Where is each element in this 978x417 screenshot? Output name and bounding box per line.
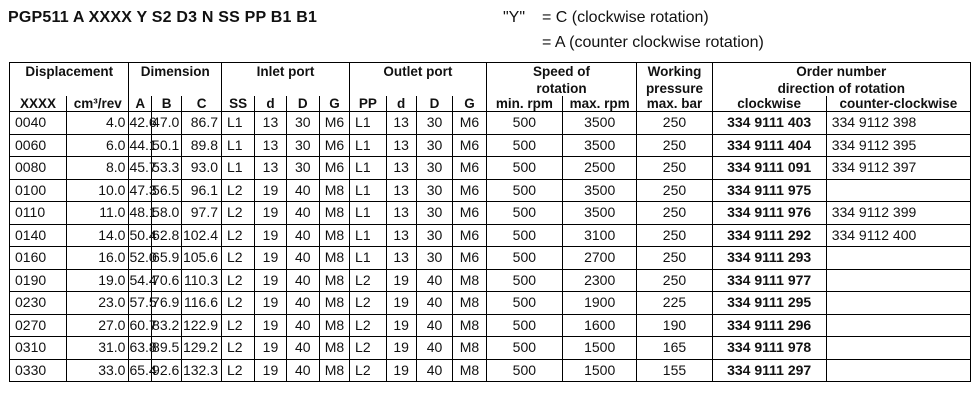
group-pressure-line1: Working [637, 63, 712, 82]
cell-max-rpm: 3500 [563, 179, 637, 202]
cell-inlet-ss: L2 [222, 247, 255, 270]
cell-dim-c: 129.2 [182, 337, 222, 360]
cell-inlet-ss: L2 [222, 359, 255, 382]
cell-displacement: 6.0 [67, 134, 129, 157]
cell-order-counter-clockwise [826, 314, 970, 337]
cell-inlet-D: 40 [286, 179, 319, 202]
cell-max-rpm: 2700 [563, 247, 637, 270]
cell-outlet-D: 30 [416, 247, 453, 270]
column-header-row [10, 96, 971, 112]
cell-order-clockwise: 334 9111 297 [712, 359, 826, 382]
cell-inlet-ss: L1 [222, 112, 255, 135]
cell-outlet-D: 30 [416, 202, 453, 225]
col-b: B [152, 96, 182, 112]
group-dimension: Dimension [129, 63, 222, 82]
cell-max-bar: 250 [637, 224, 712, 247]
cell-inlet-D: 30 [286, 112, 319, 135]
cell-order-counter-clockwise [826, 292, 970, 315]
cell-max-rpm: 3500 [563, 202, 637, 225]
cell-dim-b: 47.0 [152, 112, 182, 135]
cell-outlet-pp: L1 [350, 179, 387, 202]
cell-order-counter-clockwise [826, 269, 970, 292]
cell-max-rpm: 1500 [563, 359, 637, 382]
cell-inlet-d: 19 [255, 269, 286, 292]
cell-outlet-D: 40 [416, 314, 453, 337]
col-outlet-D: D [416, 96, 453, 112]
table-row [10, 179, 971, 202]
cell-outlet-pp: L2 [350, 359, 387, 382]
cell-outlet-g: M8 [453, 269, 486, 292]
cell-inlet-g: M8 [319, 337, 349, 360]
cell-outlet-pp: L1 [350, 224, 387, 247]
cell-inlet-d: 19 [255, 337, 286, 360]
type-code-title: PGP511 A XXXX Y S2 D3 N SS PP B1 B1 [8, 9, 318, 26]
cell-min-rpm: 500 [486, 337, 562, 360]
cell-code: 0060 [10, 134, 67, 157]
cell-displacement: 31.0 [67, 337, 129, 360]
cell-max-bar: 155 [637, 359, 712, 382]
cell-min-rpm: 500 [486, 314, 562, 337]
cell-order-counter-clockwise [826, 337, 970, 360]
col-cm3-rev: cm³/rev [67, 96, 129, 112]
cell-order-counter-clockwise: 334 9112 398 [826, 112, 970, 135]
cell-max-bar: 250 [637, 112, 712, 135]
cell-order-counter-clockwise: 334 9112 399 [826, 202, 970, 225]
cell-dim-c: 93.0 [182, 157, 222, 180]
cell-inlet-D: 40 [286, 337, 319, 360]
cell-outlet-g: M8 [453, 292, 486, 315]
cell-outlet-g: M6 [453, 134, 486, 157]
cell-inlet-D: 30 [286, 134, 319, 157]
cell-code: 0270 [10, 314, 67, 337]
cell-dim-b: 89.5 [152, 337, 182, 360]
cell-order-clockwise: 334 9111 978 [712, 337, 826, 360]
cell-displacement: 10.0 [67, 179, 129, 202]
cell-displacement: 16.0 [67, 247, 129, 270]
cell-displacement: 14.0 [67, 224, 129, 247]
table-row [10, 224, 971, 247]
cell-dim-a: 48.1 [129, 202, 152, 225]
cell-outlet-d: 19 [386, 269, 416, 292]
cell-outlet-d: 19 [386, 359, 416, 382]
group-order-line2: direction of rotation [712, 81, 970, 96]
table-row [10, 359, 971, 382]
cell-order-clockwise: 334 9111 295 [712, 292, 826, 315]
spec-table-body [10, 112, 971, 382]
cell-order-counter-clockwise: 334 9112 400 [826, 224, 970, 247]
cell-dim-c: 97.7 [182, 202, 222, 225]
group-displacement: Displacement [10, 63, 129, 82]
cell-max-rpm: 3500 [563, 134, 637, 157]
cell-inlet-d: 13 [255, 134, 286, 157]
cell-dim-c: 110.3 [182, 269, 222, 292]
cell-inlet-D: 40 [286, 359, 319, 382]
cell-outlet-D: 30 [416, 134, 453, 157]
cell-dim-b: 56.5 [152, 179, 182, 202]
cell-order-clockwise: 334 9111 977 [712, 269, 826, 292]
cell-dim-a: 45.7 [129, 157, 152, 180]
cell-inlet-d: 13 [255, 157, 286, 180]
cell-min-rpm: 500 [486, 202, 562, 225]
cell-inlet-g: M6 [319, 157, 349, 180]
cell-outlet-g: M6 [453, 202, 486, 225]
cell-max-bar: 250 [637, 179, 712, 202]
cell-outlet-g: M6 [453, 224, 486, 247]
cell-inlet-d: 19 [255, 179, 286, 202]
cell-dim-a: 44.1 [129, 134, 152, 157]
cell-dim-c: 89.8 [182, 134, 222, 157]
cell-max-bar: 165 [637, 337, 712, 360]
col-pp: PP [350, 96, 387, 112]
cell-inlet-D: 40 [286, 269, 319, 292]
cell-max-bar: 250 [637, 157, 712, 180]
cell-max-rpm: 2500 [563, 157, 637, 180]
table-row [10, 112, 971, 135]
y-code-label: "Y" [503, 9, 526, 26]
table-row [10, 337, 971, 360]
cell-inlet-D: 40 [286, 292, 319, 315]
cell-outlet-D: 40 [416, 292, 453, 315]
group-header-row [10, 63, 971, 82]
cell-inlet-g: M8 [319, 292, 349, 315]
cell-outlet-g: M8 [453, 314, 486, 337]
cell-inlet-D: 40 [286, 314, 319, 337]
cell-dim-a: 47.3 [129, 179, 152, 202]
cell-displacement: 11.0 [67, 202, 129, 225]
group-outlet-port: Outlet port [350, 63, 487, 82]
cell-min-rpm: 500 [486, 179, 562, 202]
cell-inlet-D: 40 [286, 202, 319, 225]
cell-dim-c: 116.6 [182, 292, 222, 315]
cell-dim-b: 53.3 [152, 157, 182, 180]
cell-max-rpm: 2300 [563, 269, 637, 292]
cell-outlet-pp: L1 [350, 134, 387, 157]
cell-max-bar: 250 [637, 247, 712, 270]
group-speed-line2: rotation [486, 81, 637, 96]
y-option-counter-clockwise: = A (counter clockwise rotation) [542, 34, 764, 51]
col-ss: SS [222, 96, 255, 112]
cell-outlet-pp: L2 [350, 292, 387, 315]
col-outlet-g: G [453, 96, 486, 112]
cell-outlet-g: M8 [453, 359, 486, 382]
cell-dim-c: 122.9 [182, 314, 222, 337]
cell-order-clockwise: 334 9111 293 [712, 247, 826, 270]
cell-dim-b: 70.6 [152, 269, 182, 292]
cell-displacement: 23.0 [67, 292, 129, 315]
cell-dim-b: 92.6 [152, 359, 182, 382]
cell-inlet-ss: L2 [222, 179, 255, 202]
cell-inlet-g: M8 [319, 179, 349, 202]
cell-inlet-ss: L2 [222, 269, 255, 292]
table-row [10, 157, 971, 180]
cell-code: 0140 [10, 224, 67, 247]
cell-outlet-D: 30 [416, 112, 453, 135]
group-speed-line1: Speed of [486, 63, 637, 82]
cell-dim-c: 102.4 [182, 224, 222, 247]
cell-inlet-ss: L1 [222, 157, 255, 180]
cell-inlet-ss: L2 [222, 292, 255, 315]
cell-outlet-D: 30 [416, 224, 453, 247]
cell-code: 0230 [10, 292, 67, 315]
cell-order-clockwise: 334 9111 292 [712, 224, 826, 247]
table-row [10, 314, 971, 337]
cell-outlet-pp: L1 [350, 202, 387, 225]
cell-outlet-d: 13 [386, 202, 416, 225]
group-order-line1: Order number [712, 63, 970, 82]
cell-displacement: 33.0 [67, 359, 129, 382]
cell-dim-a: 65.4 [129, 359, 152, 382]
cell-outlet-d: 19 [386, 292, 416, 315]
cell-min-rpm: 500 [486, 269, 562, 292]
cell-dim-c: 105.6 [182, 247, 222, 270]
cell-dim-a: 57.5 [129, 292, 152, 315]
cell-displacement: 19.0 [67, 269, 129, 292]
cell-code: 0160 [10, 247, 67, 270]
cell-max-rpm: 3100 [563, 224, 637, 247]
cell-code: 0190 [10, 269, 67, 292]
cell-dim-b: 58.0 [152, 202, 182, 225]
cell-outlet-g: M8 [453, 337, 486, 360]
cell-outlet-g: M6 [453, 112, 486, 135]
col-inlet-g: G [319, 96, 349, 112]
cell-inlet-ss: L1 [222, 134, 255, 157]
cell-max-bar: 225 [637, 292, 712, 315]
cell-dim-c: 96.1 [182, 179, 222, 202]
cell-dim-b: 62.8 [152, 224, 182, 247]
cell-max-rpm: 1500 [563, 337, 637, 360]
cell-order-counter-clockwise: 334 9112 397 [826, 157, 970, 180]
cell-inlet-d: 19 [255, 224, 286, 247]
col-clockwise: clockwise [712, 96, 826, 112]
cell-min-rpm: 500 [486, 359, 562, 382]
cell-outlet-d: 13 [386, 157, 416, 180]
cell-min-rpm: 500 [486, 247, 562, 270]
cell-outlet-D: 40 [416, 337, 453, 360]
cell-inlet-ss: L2 [222, 224, 255, 247]
cell-order-clockwise: 334 9111 403 [712, 112, 826, 135]
cell-inlet-ss: L2 [222, 314, 255, 337]
group-header-row-2 [10, 81, 971, 96]
cell-max-bar: 190 [637, 314, 712, 337]
cell-max-bar: 250 [637, 134, 712, 157]
cell-order-counter-clockwise [826, 247, 970, 270]
cell-code: 0100 [10, 179, 67, 202]
cell-inlet-g: M8 [319, 224, 349, 247]
table-row [10, 202, 971, 225]
cell-inlet-d: 19 [255, 314, 286, 337]
cell-inlet-D: 30 [286, 157, 319, 180]
col-inlet-d: d [255, 96, 286, 112]
y-option-clockwise: = C (clockwise rotation) [542, 9, 709, 26]
cell-outlet-d: 13 [386, 179, 416, 202]
cell-dim-b: 76.9 [152, 292, 182, 315]
group-pressure-line2: pressure [637, 81, 712, 96]
cell-max-bar: 250 [637, 269, 712, 292]
cell-outlet-pp: L2 [350, 337, 387, 360]
col-xxxx: XXXX [10, 96, 67, 112]
cell-order-clockwise: 334 9111 975 [712, 179, 826, 202]
cell-outlet-g: M6 [453, 157, 486, 180]
cell-dim-b: 83.2 [152, 314, 182, 337]
table-row [10, 247, 971, 270]
group-inlet-port: Inlet port [222, 63, 350, 82]
cell-inlet-ss: L2 [222, 202, 255, 225]
cell-outlet-d: 13 [386, 247, 416, 270]
cell-min-rpm: 500 [486, 224, 562, 247]
cell-displacement: 4.0 [67, 112, 129, 135]
cell-code: 0330 [10, 359, 67, 382]
col-a: A [129, 96, 152, 112]
cell-max-rpm: 1900 [563, 292, 637, 315]
cell-inlet-D: 40 [286, 224, 319, 247]
cell-order-clockwise: 334 9111 296 [712, 314, 826, 337]
col-max-bar: max. bar [637, 96, 712, 112]
cell-dim-a: 50.4 [129, 224, 152, 247]
cell-outlet-D: 40 [416, 269, 453, 292]
cell-inlet-d: 19 [255, 292, 286, 315]
cell-inlet-g: M8 [319, 202, 349, 225]
cell-displacement: 8.0 [67, 157, 129, 180]
cell-order-clockwise: 334 9111 404 [712, 134, 826, 157]
cell-order-clockwise: 334 9111 976 [712, 202, 826, 225]
cell-outlet-pp: L1 [350, 112, 387, 135]
cell-dim-b: 50.1 [152, 134, 182, 157]
cell-order-counter-clockwise [826, 359, 970, 382]
cell-code: 0110 [10, 202, 67, 225]
cell-max-rpm: 1600 [563, 314, 637, 337]
cell-outlet-d: 13 [386, 134, 416, 157]
cell-inlet-ss: L2 [222, 337, 255, 360]
cell-outlet-pp: L2 [350, 314, 387, 337]
cell-outlet-g: M6 [453, 179, 486, 202]
cell-max-bar: 250 [637, 202, 712, 225]
table-row [10, 292, 971, 315]
cell-dim-a: 52.0 [129, 247, 152, 270]
cell-order-counter-clockwise [826, 179, 970, 202]
cell-outlet-pp: L2 [350, 269, 387, 292]
table-row [10, 134, 971, 157]
cell-inlet-g: M8 [319, 269, 349, 292]
cell-outlet-D: 40 [416, 359, 453, 382]
col-counter-clockwise: counter-clockwise [826, 96, 970, 112]
cell-dim-a: 63.8 [129, 337, 152, 360]
cell-inlet-D: 40 [286, 247, 319, 270]
col-max-rpm: max. rpm [563, 96, 637, 112]
cell-code: 0310 [10, 337, 67, 360]
cell-inlet-d: 19 [255, 202, 286, 225]
cell-outlet-D: 30 [416, 179, 453, 202]
cell-dim-a: 54.4 [129, 269, 152, 292]
cell-dim-c: 86.7 [182, 112, 222, 135]
table-row [10, 269, 971, 292]
cell-inlet-d: 19 [255, 359, 286, 382]
cell-inlet-g: M6 [319, 112, 349, 135]
cell-outlet-pp: L1 [350, 247, 387, 270]
cell-code: 0040 [10, 112, 67, 135]
col-outlet-d: d [386, 96, 416, 112]
col-inlet-D: D [286, 96, 319, 112]
cell-outlet-d: 13 [386, 224, 416, 247]
cell-dim-a: 42.6 [129, 112, 152, 135]
cell-inlet-d: 13 [255, 112, 286, 135]
cell-dim-b: 65.9 [152, 247, 182, 270]
cell-inlet-g: M8 [319, 314, 349, 337]
cell-displacement: 27.0 [67, 314, 129, 337]
cell-min-rpm: 500 [486, 134, 562, 157]
cell-outlet-d: 13 [386, 112, 416, 135]
cell-min-rpm: 500 [486, 292, 562, 315]
pump-spec-table [9, 62, 971, 382]
cell-min-rpm: 500 [486, 112, 562, 135]
cell-min-rpm: 500 [486, 157, 562, 180]
cell-dim-a: 60.7 [129, 314, 152, 337]
col-c: C [182, 96, 222, 112]
cell-inlet-g: M6 [319, 134, 349, 157]
cell-order-clockwise: 334 9111 091 [712, 157, 826, 180]
cell-outlet-D: 30 [416, 157, 453, 180]
cell-order-counter-clockwise: 334 9112 395 [826, 134, 970, 157]
cell-outlet-d: 19 [386, 314, 416, 337]
cell-outlet-pp: L1 [350, 157, 387, 180]
cell-outlet-d: 19 [386, 337, 416, 360]
cell-inlet-g: M8 [319, 247, 349, 270]
cell-dim-c: 132.3 [182, 359, 222, 382]
cell-max-rpm: 3500 [563, 112, 637, 135]
cell-outlet-g: M6 [453, 247, 486, 270]
cell-inlet-g: M8 [319, 359, 349, 382]
cell-code: 0080 [10, 157, 67, 180]
cell-inlet-d: 19 [255, 247, 286, 270]
col-min-rpm: min. rpm [486, 96, 562, 112]
